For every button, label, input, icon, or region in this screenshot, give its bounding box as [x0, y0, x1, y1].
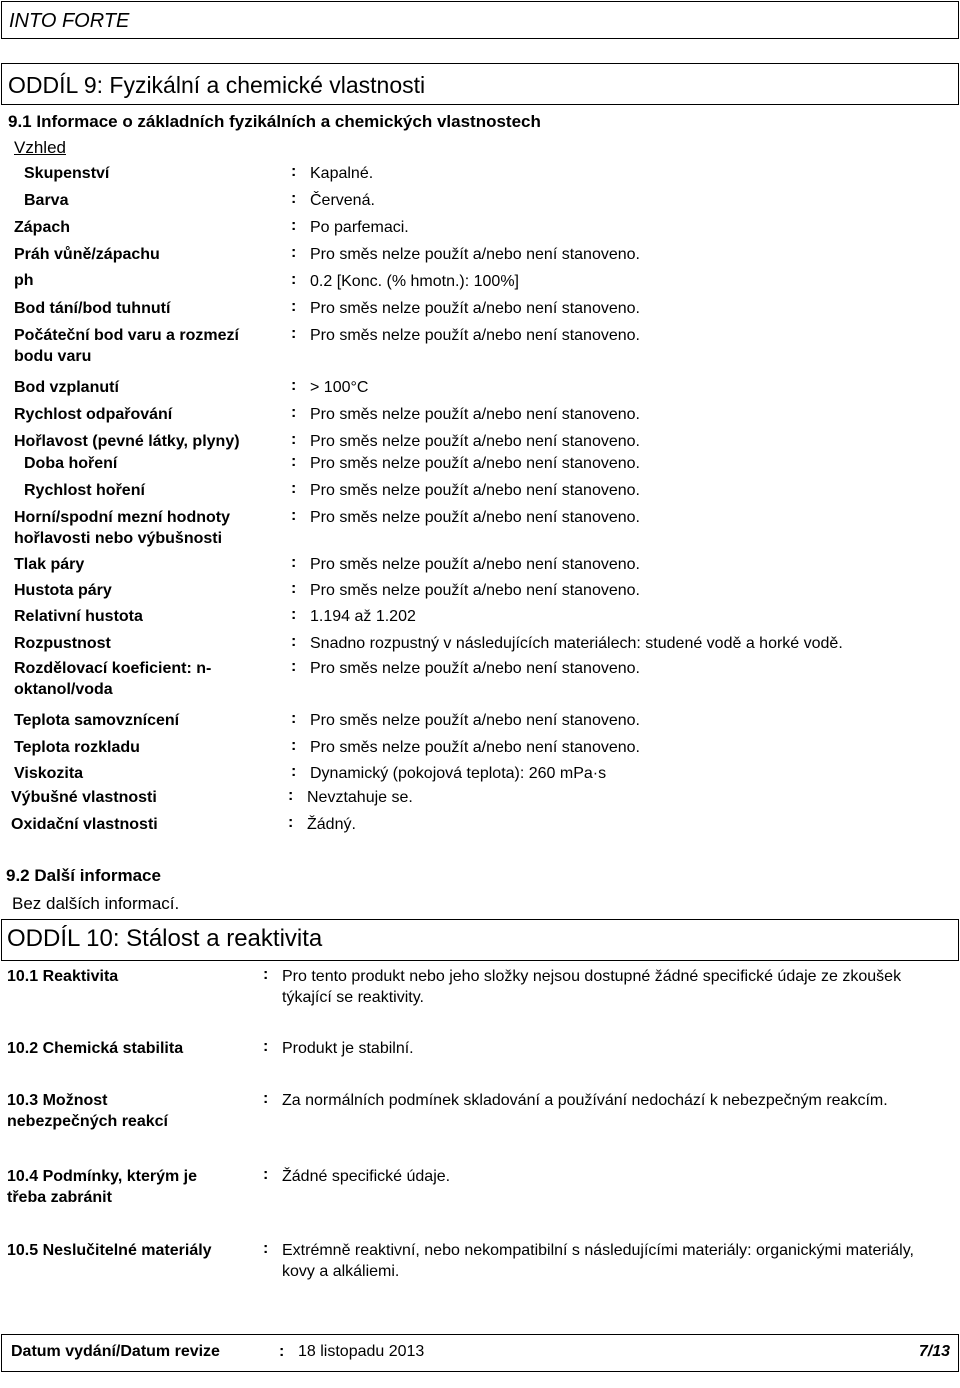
prop-value: Pro směs nelze použít a/nebo není stanoveno. — [310, 509, 640, 526]
prop-label: Výbušné vlastnosti — [11, 789, 157, 806]
prop-label: Práh vůně/zápachu — [14, 246, 160, 263]
prop-value: Kapalné. — [310, 165, 374, 182]
prop-colon: : — [291, 580, 297, 597]
footer-date-label: Datum vydání/Datum revize — [11, 1343, 220, 1360]
document-footer — [1, 1334, 959, 1372]
prop-colon: : — [291, 710, 297, 727]
prop-label: Teplota rozkladu — [14, 739, 140, 756]
footer-colon: : — [279, 1343, 285, 1360]
prop-colon: : — [291, 453, 297, 470]
prop-colon: : — [291, 606, 297, 623]
stability-label: 10.2 Chemická stabilita — [7, 1040, 184, 1057]
prop-value: Pro směs nelze použít a/nebo není stanoveno. — [310, 739, 640, 756]
prop-colon: : — [291, 480, 297, 497]
prop-colon: : — [291, 298, 297, 315]
prop-colon: : — [291, 163, 297, 180]
prop-value: Pro směs nelze použít a/nebo není stanoveno. — [310, 406, 640, 423]
prop-value: Pro směs nelze použít a/nebo není stanoveno. — [310, 556, 640, 573]
prop-colon: : — [291, 217, 297, 234]
prop-label: Barva — [24, 192, 69, 209]
prop-label: Zápach — [14, 219, 71, 236]
section-9-title: ODDÍL 9: Fyzikální a chemické vlastnosti — [8, 72, 426, 98]
prop-colon: : — [291, 190, 297, 207]
subsection-9-2-title: 9.2 Další informace — [6, 866, 161, 885]
prop-value: Pro směs nelze použít a/nebo není stanoveno. — [310, 712, 640, 729]
prop-label: Skupenství — [24, 165, 110, 182]
prop-colon: : — [291, 244, 297, 261]
prop-label: Horní/spodní mezní hodnoty hořlavosti nebo výbušnosti — [14, 509, 230, 547]
prop-colon: : — [291, 507, 297, 524]
prop-value: Pro směs nelze použít a/nebo není stanoveno. — [310, 300, 640, 317]
prop-label: Rychlost odpařování — [14, 406, 173, 423]
prop-value: Červená. — [310, 192, 375, 209]
reactivity-value: Pro tento produkt nebo jeho složky nejsou dostupné žádné specifické údaje ze zkoušek týkající se reaktivity. — [282, 968, 902, 1006]
hazardous-reactions-label: 10.3 Možnost nebezpečných reakcí — [7, 1092, 168, 1130]
prop-label: Počáteční bod varu a rozmezí bodu varu — [14, 327, 239, 365]
prop-value: 1.194 až 1.202 — [310, 608, 416, 625]
reactivity-label: 10.1 Reaktivita — [7, 968, 119, 985]
prop-value: 0.2 [Konc. (% hmotn.): 100%] — [310, 273, 519, 290]
section-10-header — [1, 919, 959, 961]
prop-value: Pro směs nelze použít a/nebo není stanoveno. — [310, 455, 640, 472]
prop-colon: : — [291, 763, 297, 780]
section-10-title: ODDÍL 10: Stálost a reaktivita — [7, 925, 323, 952]
prop-value: Pro směs nelze použít a/nebo není stanoveno. — [310, 327, 640, 344]
prop-label: Doba hoření — [24, 455, 118, 472]
subsection-9-2-text: Bez dalších informací. — [12, 894, 180, 913]
footer-date: 18 listopadu 2013 — [298, 1343, 425, 1360]
prop-label: Bod vzplanutí — [14, 379, 119, 396]
prop-label: Teplota samovznícení — [14, 712, 180, 729]
prop-label: Tlak páry — [14, 556, 85, 573]
prop-label: Rozpustnost — [14, 635, 111, 652]
prop-label: Hořlavost (pevné látky, plyny) — [14, 433, 240, 450]
prop-colon: : — [291, 554, 297, 571]
prop-colon: : — [291, 404, 297, 421]
prop-value: Pro směs nelze použít a/nebo není stanoveno. — [310, 582, 640, 599]
prop-value: Dynamický (pokojová teplota): 260 mPa·s — [310, 765, 607, 782]
prop-colon: : — [291, 633, 297, 650]
prop-value: Pro směs nelze použít a/nebo není stanoveno. — [310, 660, 640, 677]
prop-colon: : — [291, 325, 297, 342]
prop-label: Oxidační vlastnosti — [11, 816, 158, 833]
prop-label: Viskozita — [14, 765, 84, 782]
prop-label: Hustota páry — [14, 582, 112, 599]
prop-value: > 100°C — [310, 379, 369, 396]
prop-label: Rozdělovací koeficient: n-oktanol/voda — [14, 660, 212, 698]
prop-label: Relativní hustota — [14, 608, 143, 625]
item-colon: : — [263, 1038, 269, 1055]
prop-colon: : — [291, 737, 297, 754]
subsection-9-1-title: 9.1 Informace o základních fyzikálních a chemických vlastnostech — [8, 112, 541, 131]
prop-colon: : — [291, 431, 297, 448]
hazardous-reactions-value: Za normálních podmínek skladování a používání nedochází k nebezpečným reakcím. — [282, 1092, 888, 1109]
prop-colon: : — [288, 814, 294, 831]
conditions-to-avoid-value: Žádné specifické údaje. — [282, 1168, 451, 1185]
item-colon: : — [263, 966, 269, 983]
item-colon: : — [263, 1166, 269, 1183]
prop-colon: : — [291, 658, 297, 675]
prop-value: Pro směs nelze použít a/nebo není stanoveno. — [310, 433, 640, 450]
prop-colon: : — [288, 787, 294, 804]
product-name: INTO FORTE — [9, 10, 130, 32]
incompatible-materials-label: 10.5 Neslučitelné materiály — [7, 1242, 212, 1259]
item-colon: : — [263, 1240, 269, 1257]
prop-label: ph — [14, 272, 34, 289]
prop-value: Pro směs nelze použít a/nebo není stanoveno. — [310, 482, 640, 499]
page-number: 7/13 — [918, 1343, 950, 1360]
prop-value: Pro směs nelze použít a/nebo není stanoveno. — [310, 246, 640, 263]
item-colon: : — [263, 1090, 269, 1107]
prop-value: Po parfemaci. — [310, 219, 409, 236]
prop-value: Žádný. — [307, 816, 356, 833]
document-header — [1, 1, 959, 39]
appearance-heading: Vzhled — [14, 138, 66, 157]
prop-label: Bod tání/bod tuhnutí — [14, 300, 171, 317]
prop-colon: : — [291, 271, 297, 288]
prop-label: Rychlost hoření — [24, 482, 145, 499]
section-9-header — [1, 63, 959, 105]
incompatible-materials-value: Extrémně reaktivní, nebo nekompatibilní s následujícími materiály: organickými materiály, kovy a alkáliemi. — [282, 1242, 914, 1280]
prop-value: Snadno rozpustný v následujících materiálech: studené vodě a horké vodě. — [310, 635, 843, 652]
conditions-to-avoid-label: 10.4 Podmínky, kterým je třeba zabránit — [7, 1168, 198, 1206]
prop-value: Nevztahuje se. — [307, 789, 413, 806]
stability-value: Produkt je stabilní. — [282, 1040, 414, 1057]
prop-colon: : — [291, 377, 297, 394]
